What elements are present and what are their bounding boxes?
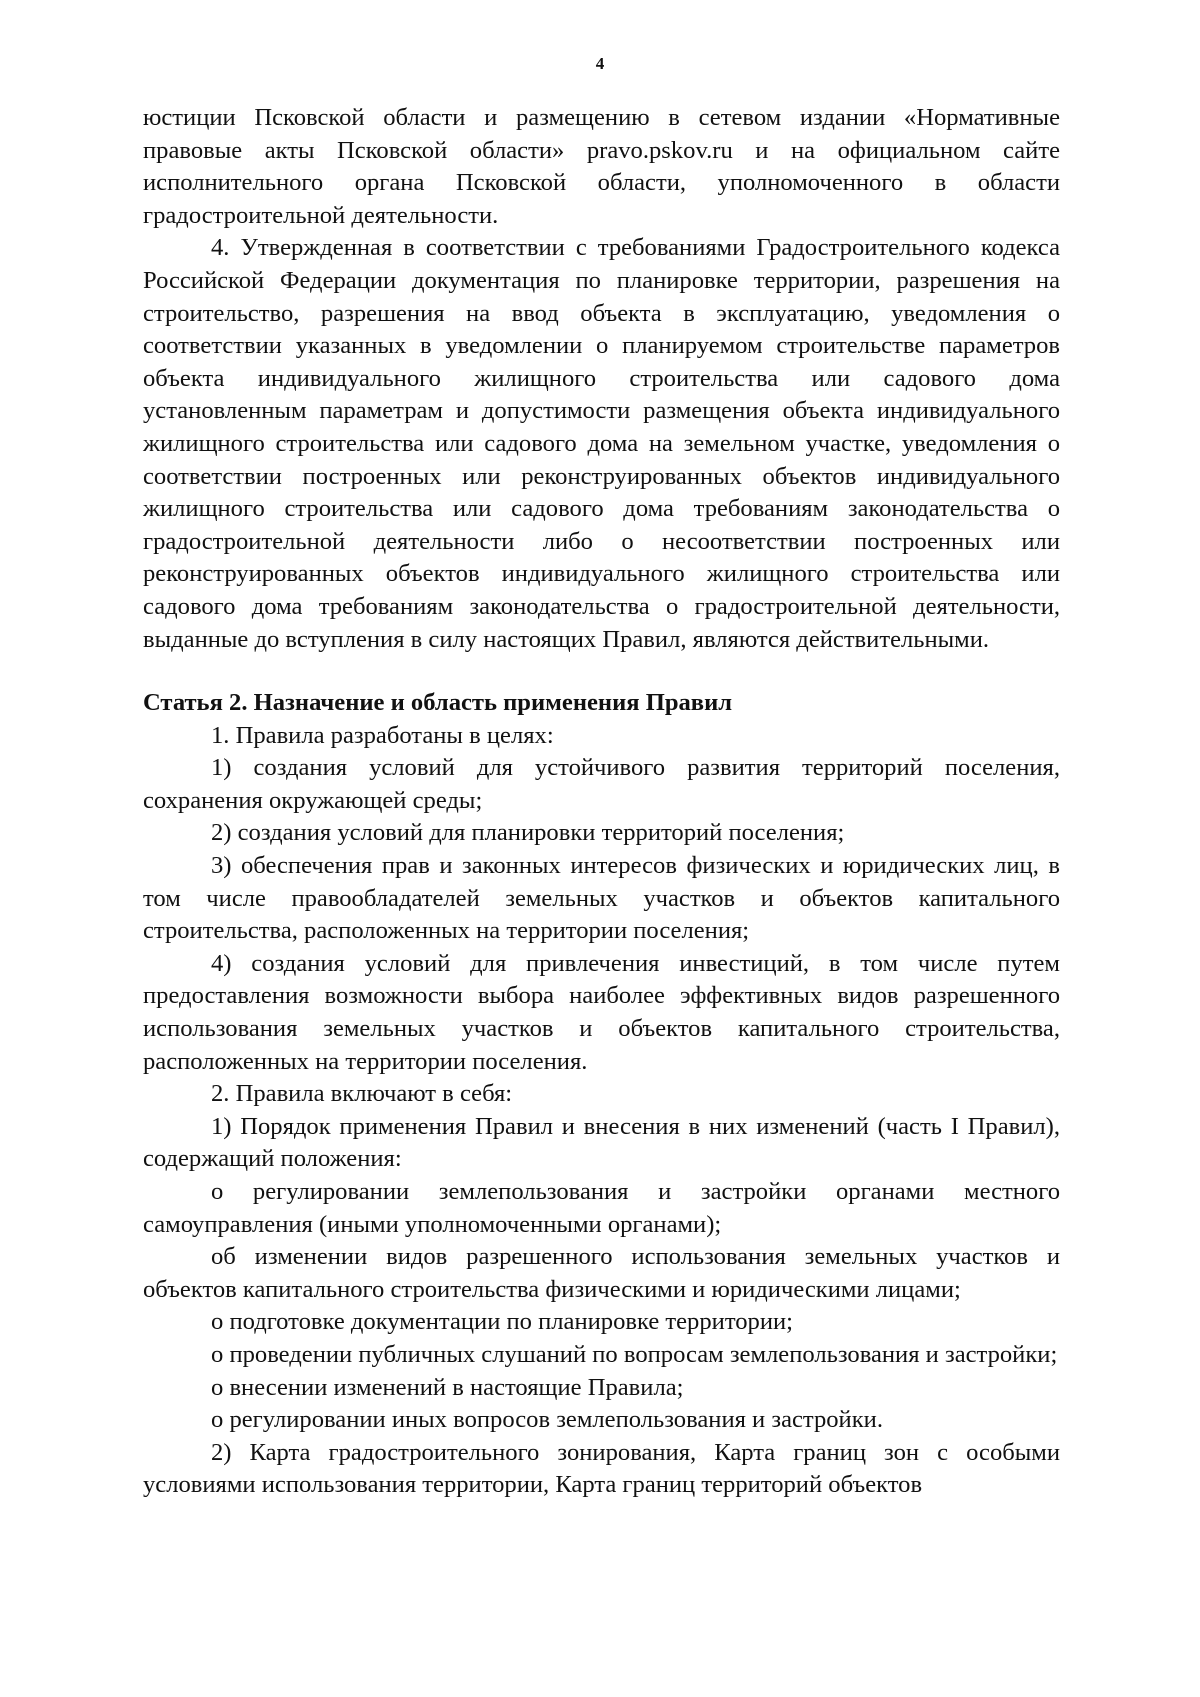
paragraph-include-2: 2) Карта градостроительного зонирования, Карта границ зон с особыми условиями использования территории, Карта границ территорий объектов — [143, 1438, 1060, 1499]
paragraph-provision-2: об изменении видов разрешенного использования земельных участков и объектов капитального строительства физическими и юридическими лицами; — [143, 1243, 1060, 1303]
paragraph-provision-5: о внесении изменений в настоящие Правила; — [211, 1373, 684, 1401]
paragraph-rules-goals-intro: 1. Правила разработаны в целях: — [211, 721, 554, 749]
article-heading: Статья 2. Назначение и область применения Правил — [143, 689, 733, 717]
paragraph-goal-1: 1) создания условий для устойчивого развития территорий поселения, сохранения окружающей среды; — [143, 754, 1060, 814]
paragraph-item-4: 4. Утвержденная в соответствии с требованиями Градостроительного кодекса Российской Федерации документация по планировке территории, разрешения на строительство, разрешения на ввод объекта в эксплуатацию, уведомления о соответствии указанных в уведомлении о планируемом строительстве параметров объекта индивидуального жилищного строительства или садового дома установленным параметрам и допустимости размещения объекта индивидуального жилищного строительства или садового дома на земельном участке, уведомления о соответствии построенных или реконструированных объектов индивидуального жилищного строительства или садового дома требованиям законодательства о градостроительной деятельности либо о несоответствии построенных или реконструированных объектов индивидуального жилищного строительства или садового дома требованиям законодательства о градостроительной деятельности, выданные до вступления в силу настоящих Правил, являются действительными. — [143, 234, 1060, 653]
paragraph-continuation: юстиции Псковской области и размещению в сетевом издании «Нормативные правовые акты Псковской области» pravo.pskov.ru и на официальном сайте исполнительного органа Псковской области, уполномоченного в области градостроительной деятельности. — [143, 104, 1060, 229]
document-body — [143, 102, 1060, 1502]
paragraph-goal-4: 4) создания условий для привлечения инвестиций, в том числе путем предоставления возможности выбора наиболее эффективных видов разрешенного использования земельных участков и объектов капитального строительства, расположенных на территории поселения. — [143, 949, 1060, 1075]
paragraph-provision-4: о проведении публичных слушаний по вопросам землепользования и застройки; — [211, 1340, 1058, 1368]
paragraph-goal-3: 3) обеспечения прав и законных интересов физических и юридических лиц, в том числе правообладателей земельных участков и объектов капитального строительства, расположенных на территории поселения; — [143, 852, 1060, 945]
paragraph-provision-6: о регулировании иных вопросов землепользования и застройки. — [211, 1406, 883, 1434]
paragraph-goal-2: 2) создания условий для планировки территорий поселения; — [211, 819, 845, 847]
paragraph-include-1: 1) Порядок применения Правил и внесения в них изменений (часть I Правил), содержащий положения: — [143, 1112, 1060, 1173]
paragraph-rules-include-intro: 2. Правила включают в себя: — [211, 1080, 513, 1108]
paragraph-provision-1: о регулировании землепользования и застройки органами местного самоуправления (иными уполномоченными органами); — [143, 1178, 1060, 1238]
paragraph-provision-3: о подготовке документации по планировке территории; — [211, 1308, 793, 1336]
page-number: 4 — [595, 54, 605, 73]
